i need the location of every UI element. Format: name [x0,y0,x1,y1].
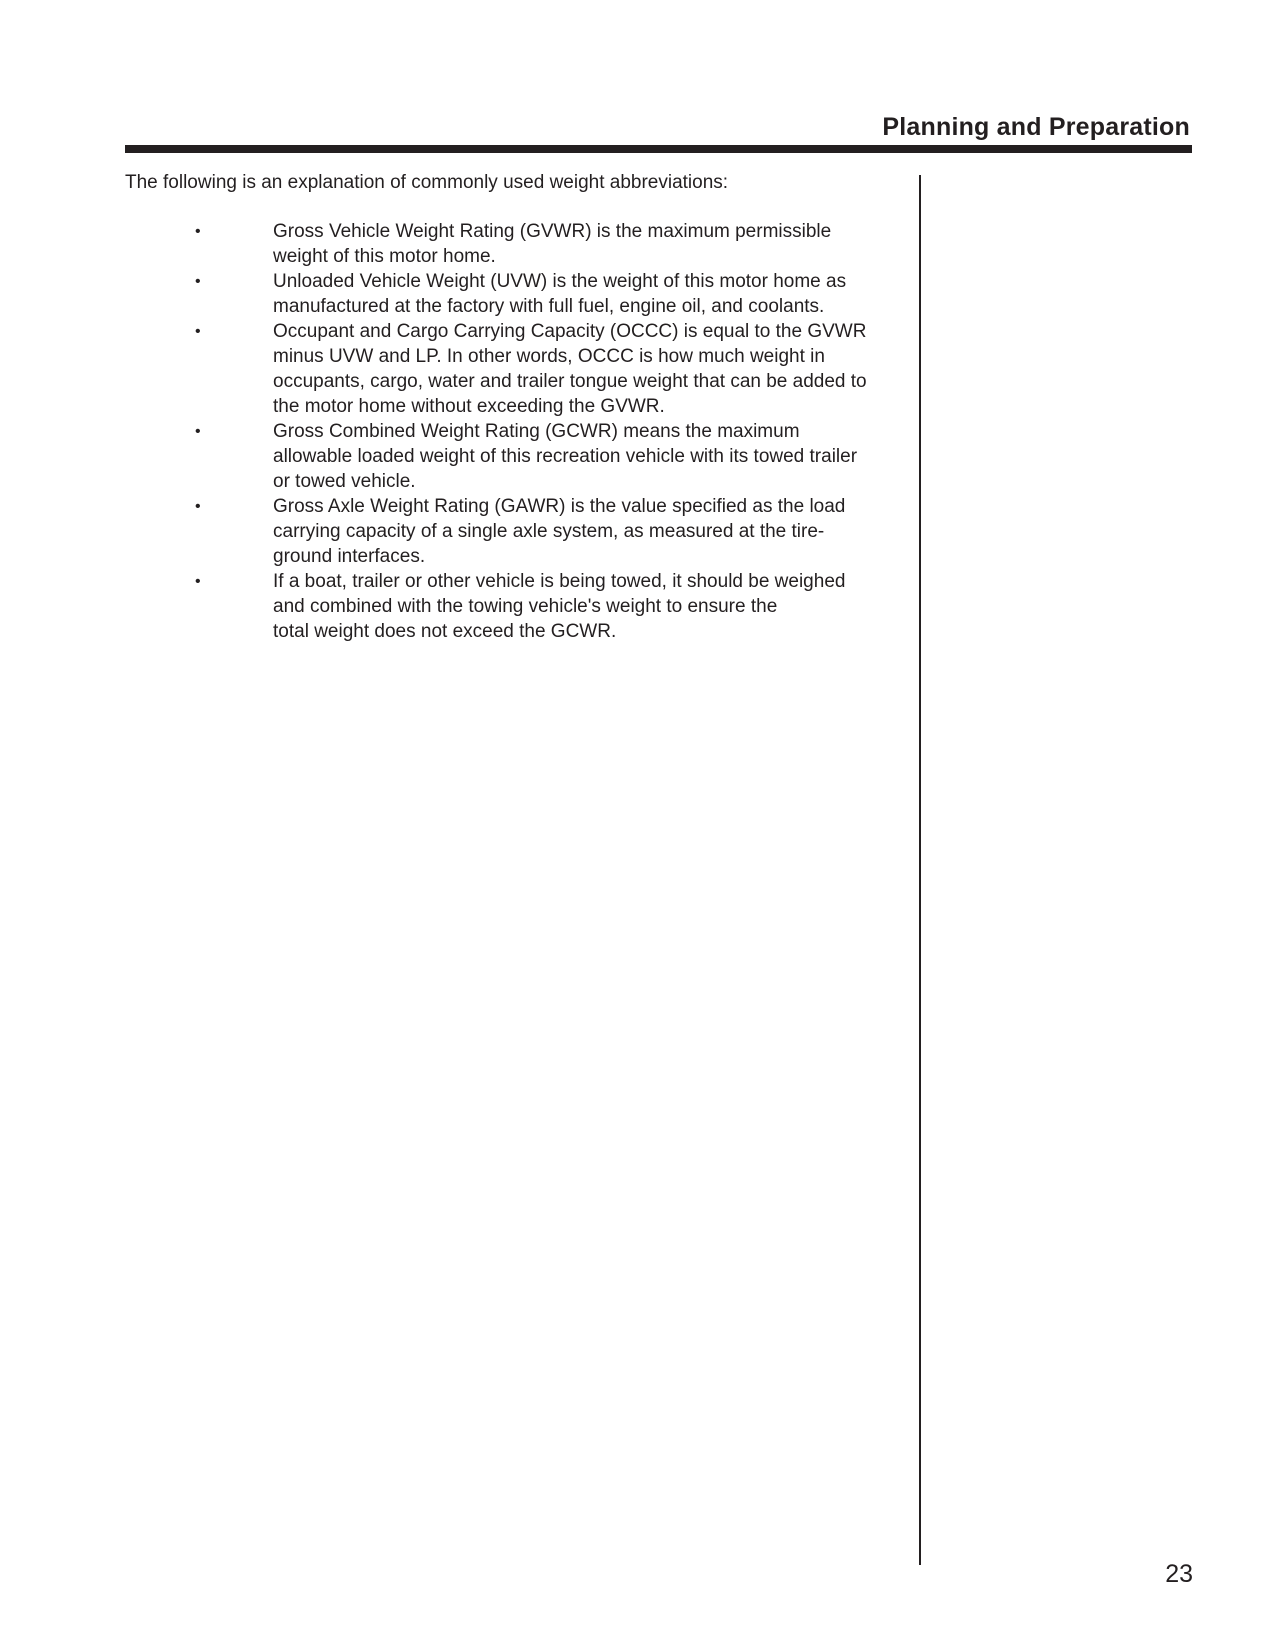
list-item-line: the motor home without exceeding the GVWR. [273,396,665,417]
list-item-line: ground interfaces. [273,546,426,567]
list-item-line: carrying capacity of a single axle system, as measured at the tire- [273,521,825,542]
list-item-line: If a boat, trailer or other vehicle is being towed, it should be weighed [273,571,846,592]
bullet-icon: • [195,273,201,290]
list-item-line: or towed vehicle. [273,471,416,492]
bullet-icon: • [195,323,201,340]
bullet-icon: • [195,573,201,590]
list-item [125,269,915,319]
bullet-icon: • [195,498,201,515]
list-item [125,494,915,569]
list-item-line: Gross Combined Weight Rating (GCWR) means the maximum [273,421,800,442]
list-item-line: total weight does not exceed the GCWR. [273,621,617,642]
bullet-icon: • [195,423,201,440]
list-item-line: manufactured at the factory with full fuel, engine oil, and coolants. [273,296,825,317]
list-item-line: Gross Vehicle Weight Rating (GVWR) is the maximum permissible [273,221,832,242]
list-item-line: occupants, cargo, water and trailer tongue weight that can be added to [273,371,867,392]
list-item-line: and combined with the towing vehicle's weight to ensure the [273,596,778,617]
list-item-line: Unloaded Vehicle Weight (UVW) is the weight of this motor home as [273,271,847,292]
page-number: 23 [1165,1560,1193,1588]
list-item-line: Gross Axle Weight Rating (GAWR) is the value specified as the load [273,496,846,517]
list-item [125,419,915,494]
intro-paragraph: The following is an explanation of commonly used weight abbreviations: [125,172,729,193]
list-item [125,569,915,644]
list-item-line: allowable loaded weight of this recreation vehicle with its towed trailer [273,446,858,467]
list-item-line: minus UVW and LP. In other words, OCCC is how much weight in [273,346,825,367]
list-item [125,319,915,419]
weight-abbreviation-list [125,219,915,644]
bullet-icon: • [195,223,201,240]
header-rule [125,145,1192,153]
list-item [125,219,915,269]
column-divider [919,175,921,1565]
section-title: Planning and Preparation [882,113,1190,141]
list-item-line: weight of this motor home. [273,246,496,267]
list-item-line: Occupant and Cargo Carrying Capacity (OCCC) is equal to the GVWR [273,321,867,342]
